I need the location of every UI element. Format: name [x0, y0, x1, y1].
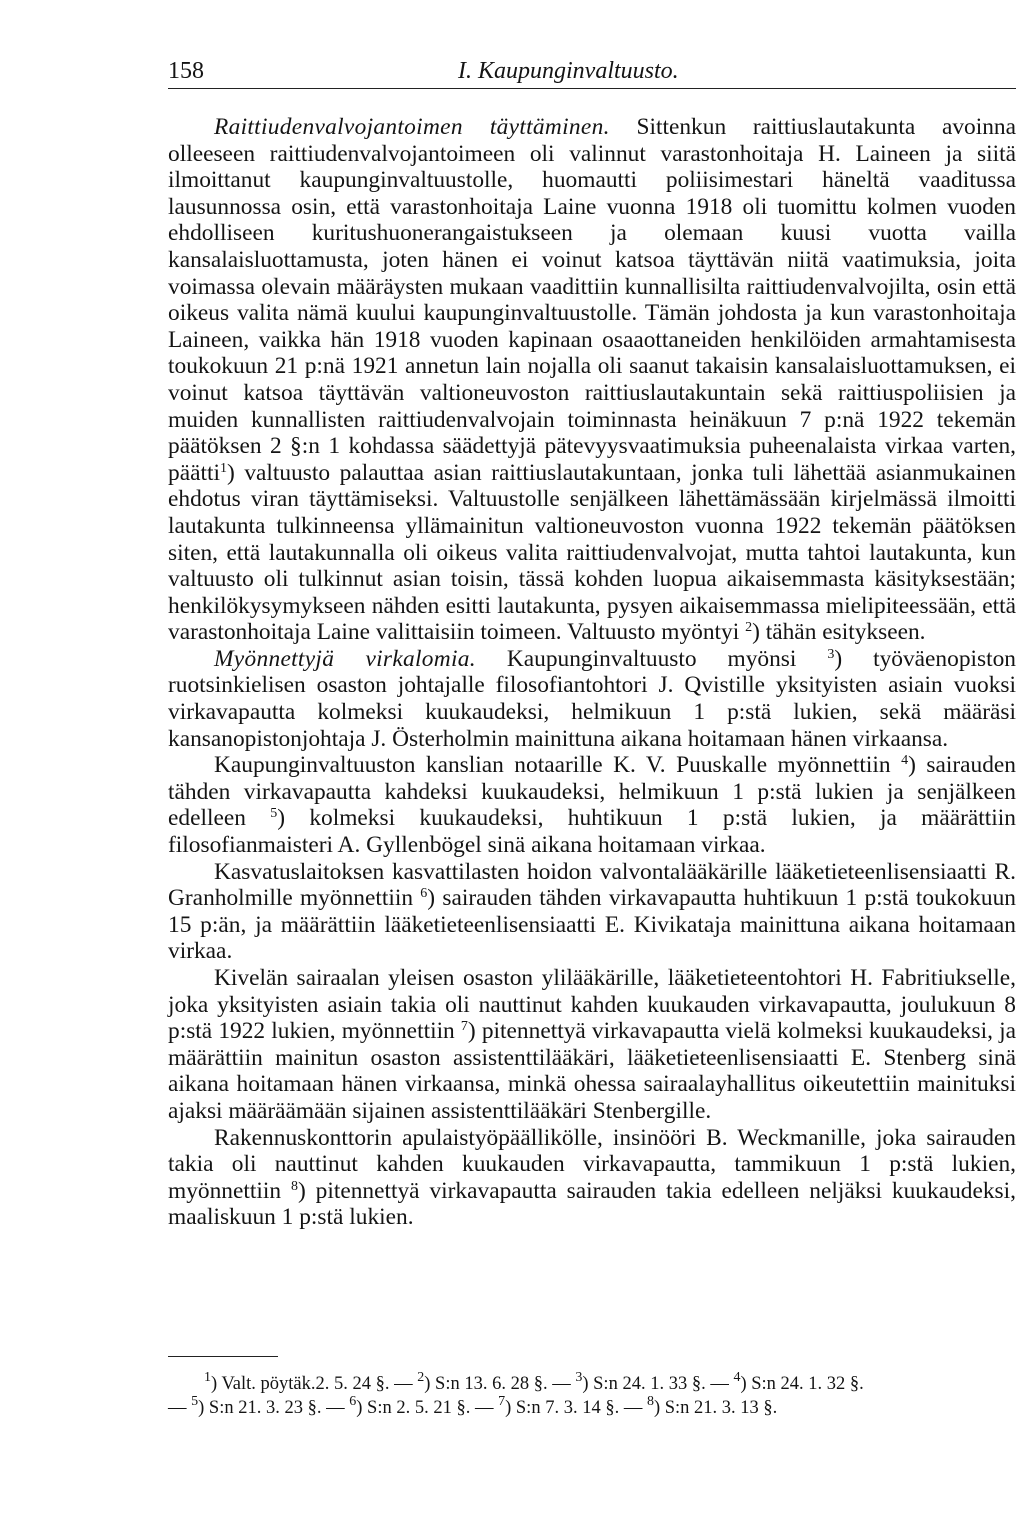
footnote-mark: 8: [646, 1394, 654, 1409]
footnote-line: $^1$) Valt. pöytäk.2. 5. 24 §. — $^2$) S:n 13. 6. 28 §. — $^3$) S:n 24. 1. 33 §. — $^4$) S:n 24. 1. 32 §.: [204, 1370, 864, 1394]
footnote-mark: 4: [733, 1370, 741, 1385]
paragraph-text: tähän esitykseen.: [765, 619, 926, 646]
footnote-ref: 3: [827, 646, 835, 662]
footnote-ref: 7: [460, 1019, 468, 1035]
paragraph-text: valtuusto palauttaa asian raittiuslautakuntaan, jonka tuli lähettää asianmukainen ehdotus viran täyttämiseksi. Valtuustolle senjälkeen lähettämässään kirjelmässä ilmoitti lautakunta tulkinneensa yllämainitun valtioneuvoston vuonna 1922 tekemän päätöksen siten, että lautakunnalla oli oikeus valita raittiudenvalvojat, mutta tahtoi lautakunta, kun valtuusto oli tulkinnut asian toisin, tässä kohden luopua aikaisemmasta käsityksestään; henkilökysymykseen nähden esitti lautakunta, pysyen aikaisemmassa mielipiteessään, että varastonhoitaja Laine valittaisiin toimeen. Valtuusto myöntyi: [168, 459, 1016, 646]
paragraph-text: Kaupunginvaltuuston kanslian notaarille K. V. Puuskalle myönnettiin: [214, 752, 891, 779]
paragraph-text: sairauden tähden virkavapautta huhtikuun 1 p:stä toukokuun 15 p:än, ja määrättiin lääketieteenlisensiaatti E. Kivikataja mainittuna aikana hoitamaan virkaa.: [168, 885, 1016, 965]
footnotes: [168, 1372, 1016, 1420]
footnote-ref: 5: [270, 806, 278, 822]
paragraph-puuska: Kaupunginvaltuuston kanslian notaarille K. V. Puuskalle myönnettiin $^4$) sairauden tähden virkavapautta kahdeksi kuukaudeksi, helmikuun 1 p:stä lukien ja senjälkeen edelleen $^5$) kolmeksi kuukaudeksi, huhtikuun 1 p:stä lukien, ja määrättiin filosofianmaisteri A. Gyllenbögel sinä aikana hoitamaan virkaa.: [168, 752, 1017, 859]
page-header: [168, 58, 1016, 89]
footnote-mark: 7: [498, 1394, 506, 1409]
running-title: I. Kaupunginvaltuusto.: [458, 58, 679, 84]
footnote-ref-text: Valt. pöytäk.2. 5. 24 §.: [221, 1374, 390, 1394]
paragraph-virkalomia: Myönnettyjä virkalomia. Kaupunginvaltuusto myönsi $^3$) työväenopiston ruotsinkielisen osaston johtajalle filosofiantohtori J. Qvistille yksityisten asiain vuoksi virkavapautta kolmeksi kuukaudeksi, helmikuun 1 p:stä lukien, sekä määräsi kansanopistonjohtaja J. Österholmin mainittuna aikana hoitamaan hänen virkaansa.: [168, 645, 1017, 752]
footnote-ref-text: S:n 7. 3. 14 §.: [515, 1398, 620, 1418]
footnote-ref-text: S:n 13. 6. 28 §.: [435, 1374, 548, 1394]
footnote-mark: 3: [575, 1370, 583, 1385]
paragraph-text: Kaupunginvaltuusto myönsi: [506, 645, 797, 672]
paragraph-text: pitennettyä virkavapautta sairauden takia edelleen neljäksi kuukaudeksi, maaliskuun 1 p:stä lukien.: [168, 1177, 1016, 1231]
page-number: 158: [168, 58, 204, 84]
footnote-ref: 6: [420, 886, 428, 902]
paragraph-text: kolmeksi kuukaudeksi, huhtikuun 1 p:stä lukien, ja määrättiin filosofianmaisteri A. Gyllenbögel sinä aikana hoitamaan virkaa.: [168, 805, 1017, 859]
footnote-rule: [168, 1356, 278, 1357]
footnote-mark: 1: [204, 1370, 211, 1385]
paragraph-weckman: Rakennuskonttorin apulaistyöpäällikölle, insinööri B. Weckmanille, joka sairauden takia oli nauttinut kahden kuukauden virkavapautta, tammikuun 1 p:stä lukien, myönnettiin $^8$) pitennettyä virkavapautta sairauden takia edelleen neljäksi kuukaudeksi, maaliskuun 1 p:stä lukien.: [168, 1124, 1016, 1231]
paragraph-fabritius: Kivelän sairaalan yleisen osaston ylilääkärille, lääketieteentohtori H. Fabritiukselle, joka yksityisten asiain takia oli nauttinut kahden kuukauden virkavapautta, joulukuun 8 p:stä 1922 lukien, myönnettiin $^7$) pitennettyä virkavapautta vielä kolmeksi kuukaudeksi, ja määrättiin mainitun osaston assistenttilääkäri, lääketieteenlisensiaatti E. Stenberg sinä aikana hoitamaan hänen virkaansa, minkä ohessa sairaalayhallitus oikeutettiin mainituksi ajaksi määräämään sijainen assistenttilääkäri Stenbergille.: [168, 965, 1016, 1124]
footnote-ref: 4: [901, 753, 909, 769]
footnote-ref-text: S:n 2. 5. 21 §.: [367, 1398, 471, 1418]
footnote-mark: 5: [191, 1394, 199, 1409]
paragraph-granholm: Kasvatuslaitoksen kasvattilasten hoidon valvontalääkärille lääketieteenlisensiaatti R. Granholmille myönnettiin $^6$) sairauden tähden virkavapautta huhtikuun 1 p:stä toukokuun 15 p:än, ja määrättiin lääketieteenlisensiaatti E. Kivikataja mainittuna aikana hoitamaan virkaa.: [168, 858, 1016, 965]
footnote-ref: 2: [745, 620, 753, 636]
footnote-ref-text: S:n 21. 3. 13 §.: [664, 1398, 778, 1418]
footnote-ref-text: S:n 21. 3. 23 §.: [208, 1398, 322, 1418]
paragraph-text: Kivelän sairaalan yleisen osaston ylilääkärille, lääketieteentohtori H. Fabritiukselle, joka yksityisten asiain takia oli nauttinut kahden kuukauden virkavapautta, joulukuun 8 p:stä 1922 lukien, myönnettiin: [168, 965, 1016, 1045]
footnote-ref: 8: [290, 1178, 298, 1194]
paragraph-raittiudenvalvoja: Raittiudenvalvojantoimen täyttäminen. Sittenkun raittiuslautakunta avoinna olleeseen raittiudenvalvojantoimeen oli valinnut varastonhoitaja H. Laineen ja siitä ilmoittanut kaupunginvaltuustolle, huomautti poliisimestari häneltä vaaditussa lausunnossa osin, että varastonhoitaja Laine vuonna 1918 oli tuomittu kolmen vuoden ehdolliseen kuritushuonerangaistukseen ja olemaan kuusi vuotta vailla kansalaisluottamusta, joten hänen ei voinut katsoa täyttävän niitä vaatimuksia, joita voimassa olevain määräysten mukaan vaadittiin kunnallisilta raittiudenvalvojilta, osin että oikeus valita nämä kuului kaupunginvaltuustolle. Tämän johdosta ja kun varastonhoitaja Laineen, vaikka hän 1918 vuoden kapinaan osaaottaneiden henkilöiden armahtamisesta toukokuun 21 p:nä 1921 annetun lain nojalla oli saanut takaisin kansalaisluottamuksen, ei voinut katsoa täyttävän valtioneuvoston raittiuslautakuntain sekä raittiuspoliisien ja muiden kunnallisten raittiudenvalvojain toiminnasta heinäkuun 7 p:nä 1922 tekemän päätöksen 2 §:n 1 kohdassa säädettyjä pätevyysvaatimuksia puheenalaista virkaa varten, päätti$^1$) valtuusto palauttaa asian raittiuslautakuntaan, jonka tuli lähettää asianmukainen ehdotus viran täyttämiseksi. Valtuustolle senjälkeen lähettämässään kirjelmässä ilmoitti lautakunta tulkinneensa yllämainitun valtioneuvoston vuonna 1922 tekemän päätöksen siten, että lautakunnalla oli oikeus valita raittiudenvalvojat, mutta tahtoi lautakunta, kun valtuusto oli tulkinnut asian toisin, tässä kohden luopua aikaisemmasta käsityksestään; henkilökysymykseen nähden esitti lautakunta, pysyen aikaisemmassa mielipiteessään, että varastonhoitaja Laine valittaisiin toimeen. Valtuusto myöntyi $^2$) tähän esitykseen.: [168, 114, 1016, 646]
section-title: Raittiudenvalvojantoimen täyttäminen.: [214, 114, 610, 140]
paragraph-text: työväenopiston ruotsinkielisen osaston johtajalle filosofiantohtori J. Qvistille yksityisten asiain vuoksi virkavapautta kolmeksi kuukaudeksi, helmikuun 1 p:stä lukien, sekä määräsi kansanopistonjohtaja J. Österholmin mainittuna aikana hoitamaan hänen virkaansa.: [168, 645, 1017, 752]
body-text: [168, 114, 1016, 1231]
footnote-ref-text: S:n 24. 1. 33 §.: [593, 1374, 706, 1394]
footnote-line: — $^5$) S:n 21. 3. 23 §. — $^6$) S:n 2. 5. 21 §. — $^7$) S:n 7. 3. 14 §. — $^8$) S:n 21. 3. 13 §.: [168, 1394, 778, 1418]
paragraph-text: Kasvatuslaitoksen kasvattilasten hoidon valvontalääkärille lääketieteenlisensiaatti R. Granholmille myönnettiin: [168, 858, 1016, 912]
footnote-ref-text: S:n 24. 1. 32 §.: [751, 1374, 864, 1394]
paragraph-text: sairauden tähden virkavapautta kahdeksi kuukaudeksi, helmikuun 1 p:stä lukien ja senjälkeen edelleen: [168, 752, 1016, 832]
paragraph-text: Rakennuskonttorin apulaistyöpäällikölle, insinööri B. Weckmanille, joka sairauden takia oli nauttinut kahden kuukauden virkavapautta, tammikuun 1 p:stä lukien, myönnettiin: [168, 1124, 1016, 1204]
section-title: Myönnettyjä virkalomia.: [214, 645, 476, 672]
footnote-mark: 6: [349, 1394, 357, 1409]
paragraph-text: Sittenkun raittiuslautakunta avoinna olleeseen raittiudenvalvojantoimeen oli valinnut varastonhoitaja H. Laineen ja siitä ilmoittanut kaupunginvaltuustolle, huomautti poliisimestari häneltä vaaditussa lausunnossa osin, että varastonhoitaja Laine vuonna 1918 oli tuomittu kolmen vuoden ehdolliseen kuritushuonerangaistukseen ja olemaan kuusi vuotta vailla kansalaisluottamusta, joten hänen ei voinut katsoa täyttävän niitä vaatimuksia, joita voimassa olevain määräysten mukaan vaadittiin kunnallisilta raittiudenvalvojilta, osin että oikeus valita nämä kuului kaupunginvaltuustolle. Tämän johdosta ja kun varastonhoitaja Laineen, vaikka hän 1918 vuoden kapinaan osaaottaneiden henkilöiden armahtamisesta toukokuun 21 p:nä 1921 annetun lain nojalla oli saanut takaisin kansalaisluottamuksen, ei voinut katsoa täyttävän valtioneuvoston raittiuslautakuntain sekä raittiuspoliisien ja muiden kunnallisten raittiudenvalvojain toiminnasta heinäkuun 7 p:nä 1922 tekemän päätöksen 2 §:n 1 kohdassa säädettyjä pätevyysvaatimuksia puheenalaista virkaa varten, päätti: [168, 114, 1016, 486]
footnote-ref: 1: [219, 460, 227, 476]
paragraph-text: pitennettyä virkavapautta vielä kolmeksi kuukaudeksi, ja määrättiin mainitun osaston assistenttilääkäri, lääketieteenlisensiaatti E. Stenberg sinä aikana hoitamaan hänen virkaansa, minkä ohessa sairaalayhallitus oikeutettiin mainituksi ajaksi määräämään sijainen assistenttilääkäri Stenbergille.: [168, 1018, 1016, 1124]
footnote-mark: 2: [417, 1370, 425, 1385]
